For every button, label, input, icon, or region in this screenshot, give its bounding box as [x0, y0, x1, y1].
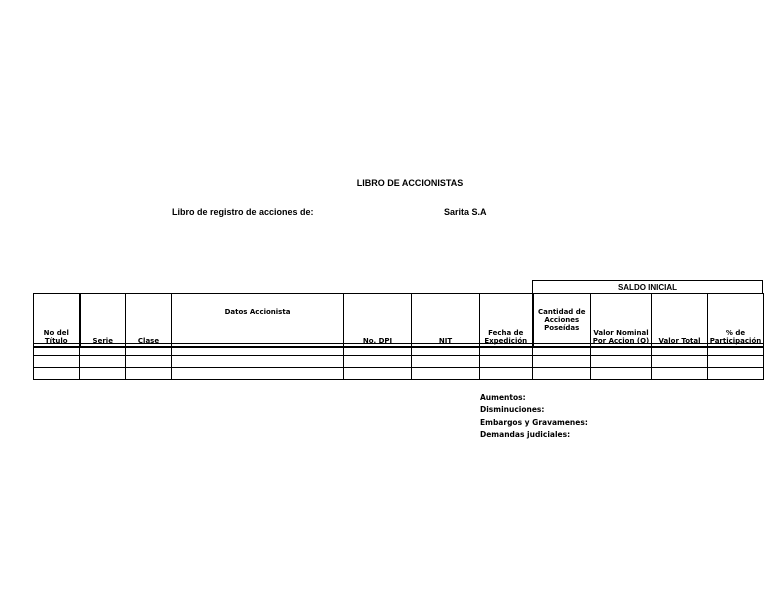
shareholder-table-header: [33, 293, 764, 348]
table-cell[interactable]: [34, 356, 80, 368]
table-cell[interactable]: [172, 344, 344, 356]
table-cell[interactable]: [344, 368, 412, 380]
note-disminuciones: Disminuciones:: [480, 405, 545, 415]
table-cell[interactable]: [591, 356, 652, 368]
table-cell[interactable]: [591, 368, 652, 380]
table-cell[interactable]: [533, 356, 591, 368]
col-no-titulo: No del Título: [34, 294, 80, 348]
col-participacion: % de Participación: [708, 294, 764, 348]
table-cell[interactable]: [533, 344, 591, 356]
note-demandas: Demandas judiciales:: [480, 429, 571, 439]
table-row: [34, 356, 764, 368]
note-aumentos: Aumentos:: [480, 393, 526, 402]
table-cell[interactable]: [344, 356, 412, 368]
table-cell[interactable]: [412, 368, 480, 380]
table-cell[interactable]: [412, 356, 480, 368]
col-datos-accionista: Datos Accionista: [172, 294, 344, 348]
table-cell[interactable]: [480, 368, 533, 380]
table-cell[interactable]: [533, 368, 591, 380]
col-valor-nominal: Valor Nominal Por Accion (Q): [591, 294, 652, 348]
table-cell[interactable]: [34, 368, 80, 380]
table-cell[interactable]: [172, 368, 344, 380]
table-cell[interactable]: [480, 356, 533, 368]
table-cell[interactable]: [412, 344, 480, 356]
col-fecha-expedicion: Fecha de Expedición: [480, 294, 533, 348]
table-row: [34, 368, 764, 380]
table-cell[interactable]: [80, 356, 126, 368]
col-nit: NIT: [412, 294, 480, 348]
col-valor-total: Valor Total: [652, 294, 708, 348]
table-cell[interactable]: [591, 344, 652, 356]
table-cell[interactable]: [708, 344, 764, 356]
notes-block: [480, 392, 588, 441]
note-embargos: Embargos y Gravamenes:: [480, 417, 588, 427]
col-no-dpi: No. DPI: [344, 294, 412, 348]
table-cell[interactable]: [172, 356, 344, 368]
table-cell[interactable]: [480, 344, 533, 356]
table-cell[interactable]: [126, 368, 172, 380]
col-serie: Serie: [80, 294, 126, 348]
col-cantidad-acciones: Cantidad de Acciones Poseídas: [533, 294, 591, 348]
table-cell[interactable]: [80, 344, 126, 356]
table-cell[interactable]: [34, 344, 80, 356]
table-row: [34, 344, 764, 356]
table-cell[interactable]: [344, 344, 412, 356]
table-cell[interactable]: [652, 356, 708, 368]
company-name: Sarita S.A: [444, 207, 487, 217]
document-title: LIBRO DE ACCIONISTAS: [356, 178, 464, 188]
saldo-inicial-header: SALDO INICIAL: [532, 280, 763, 294]
registry-label: Libro de registro de acciones de:: [172, 207, 314, 217]
col-clase: Clase: [126, 294, 172, 348]
table-cell[interactable]: [126, 344, 172, 356]
table-cell[interactable]: [652, 368, 708, 380]
shareholder-table-body: [33, 343, 764, 380]
table-cell[interactable]: [126, 356, 172, 368]
table-cell[interactable]: [652, 344, 708, 356]
table-cell[interactable]: [80, 368, 126, 380]
table-cell[interactable]: [708, 356, 764, 368]
table-cell[interactable]: [708, 368, 764, 380]
